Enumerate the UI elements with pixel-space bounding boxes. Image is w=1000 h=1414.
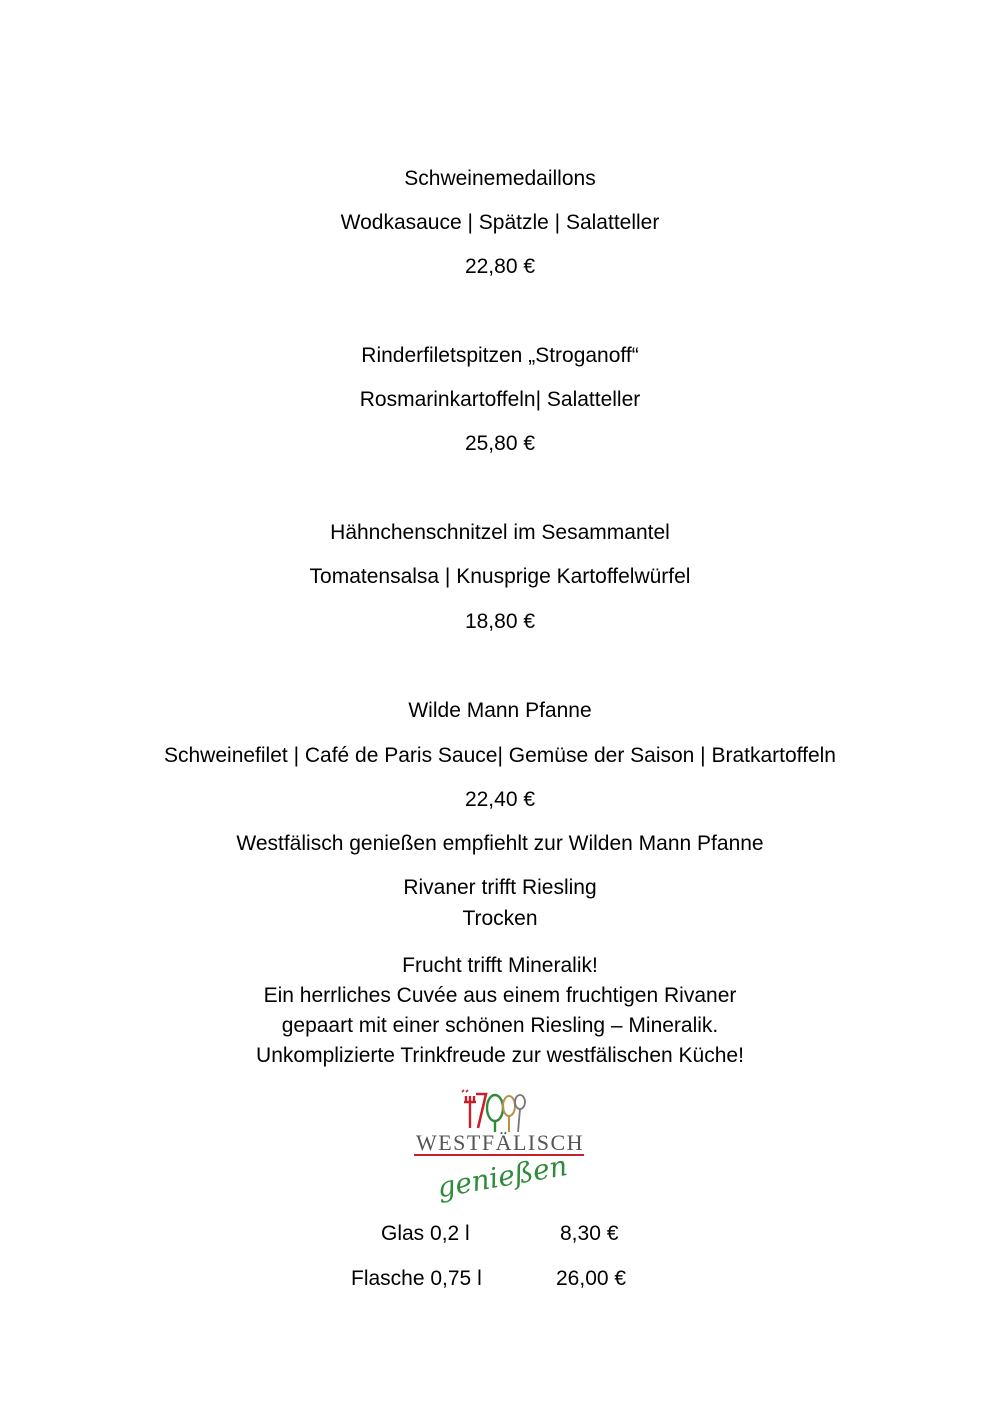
dish-3-name: Hähnchenschnitzel im Sesammantel: [330, 521, 670, 544]
dish-2-sides: Rosmarinkartoffeln| Salatteller: [359, 388, 641, 411]
dish-4-sides: Schweinefilet | Café de Paris Sauce| Gemüse der Saison | Bratkartoffeln: [164, 744, 836, 767]
price-label-glass: Glas 0,2 l: [381, 1222, 470, 1245]
westfaelisch-geniessen-logo: [412, 1088, 588, 1206]
dish-3-sides: Tomatensalsa | Knusprige Kartoffelwürfel: [309, 565, 691, 588]
price-value-bottle: 26,00 €: [556, 1267, 627, 1290]
wine-description-line-4: Unkomplizierte Trinkfreude zur westfälischen Küche!: [256, 1044, 744, 1067]
dish-3-price: 18,80 €: [464, 610, 536, 633]
dish-2-price: 25,80 €: [464, 432, 536, 455]
logo-script: genießen: [434, 1148, 570, 1205]
wine-style: Trocken: [462, 907, 538, 930]
price-value-glass: 8,30 €: [560, 1222, 619, 1245]
wine-description-line-1: Frucht trifft Mineralik!: [402, 954, 598, 977]
dish-1-price: 22,80 €: [464, 255, 536, 278]
wine-name: Rivaner trifft Riesling: [403, 876, 597, 899]
wine-description-line-3: gepaart mit einer schönen Riesling – Mineralik.: [281, 1014, 719, 1037]
wine-description-line-2: Ein herrliches Cuvée aus einem fruchtigen Rivaner: [263, 984, 737, 1007]
dish-4-name: Wilde Mann Pfanne: [408, 699, 592, 722]
dish-1-name: Schweinemedaillons: [404, 167, 596, 190]
price-row-bottle: [0, 1266, 1000, 1292]
price-label-bottle: Flasche 0,75 l: [351, 1267, 482, 1290]
wine-recommendation: Westfälisch genießen empfiehlt zur Wilden Mann Pfanne: [236, 832, 764, 855]
price-row-glass: [0, 1221, 1000, 1247]
dish-1-sides: Wodkasauce | Spätzle | Salatteller: [340, 211, 660, 234]
cutlery-glasses-icon: [462, 1090, 525, 1132]
dish-2-name: Rinderfiletspitzen „Stroganoff“: [361, 344, 639, 367]
logo-wordmark: WESTFÄLISCH: [415, 1130, 585, 1155]
dish-4-price: 22,40 €: [464, 788, 536, 811]
